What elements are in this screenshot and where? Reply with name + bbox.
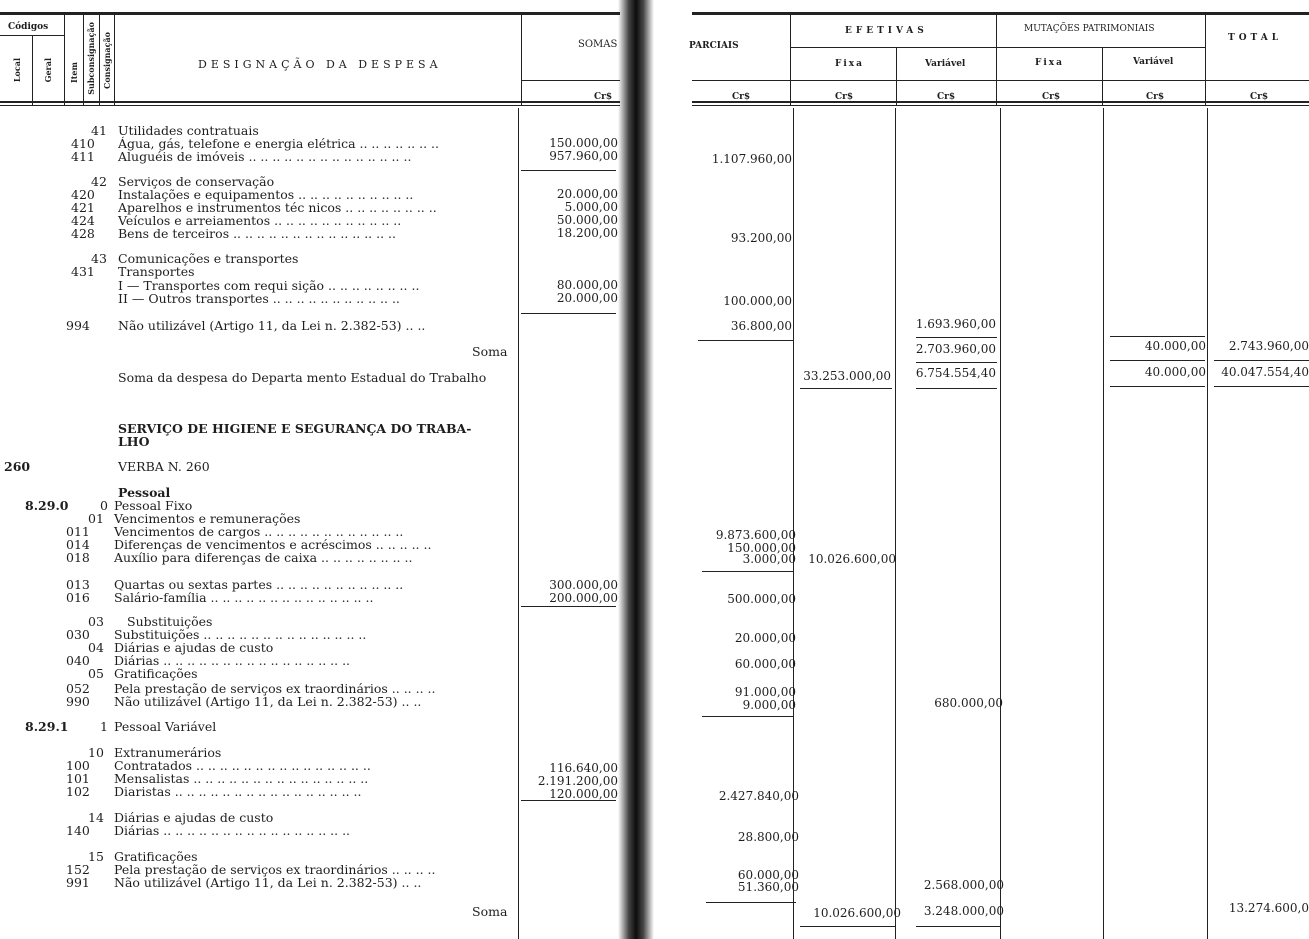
item-label: Auxílio para diferenças de caixa .. .. .. .. .. .. .. ..: [114, 550, 413, 565]
header-bottom-rule: [0, 101, 620, 103]
parcial-value: 60.000,00: [734, 657, 796, 671]
parcial-value: 36.800,00: [730, 319, 792, 333]
currency: Cr$: [1042, 92, 1061, 102]
value: 200.000,00: [549, 591, 618, 605]
item-label: Pela prestação de serviços ex traordinários .. .. .. ..: [114, 862, 436, 877]
parcial-value: 2.427.840,00: [718, 789, 799, 803]
item-label: Vencimentos de cargos .. .. .. .. .. .. .. .. .. .. .. ..: [114, 524, 404, 539]
parcial-value: 91.000,00: [734, 685, 796, 699]
value: 300.000,00: [549, 578, 618, 592]
col-rule: [83, 15, 84, 105]
value: 150.000,00: [549, 136, 618, 150]
col-rule: [1207, 108, 1208, 939]
value: 18.200,00: [556, 226, 618, 240]
efetivas-variavel-label: Variável: [925, 59, 966, 69]
item-label: Não utilizável (Artigo 11, da Lei n. 2.382-53) .. ..: [114, 875, 422, 890]
somas-label: SOMAS: [578, 39, 618, 50]
fixa-value: 10.026.600,00: [813, 906, 901, 920]
fixa-value: 33.253.000,00: [803, 369, 891, 383]
col-rule: [793, 108, 794, 939]
sum-rule: [916, 388, 997, 389]
variavel-value: 2.703.960,00: [915, 342, 996, 356]
sum-rule: [1110, 386, 1205, 387]
sum-rule: [916, 337, 997, 338]
item-label: Substituições: [127, 614, 213, 629]
parcial-value: 28.800,00: [737, 830, 799, 844]
code: 152: [66, 862, 90, 877]
item-label: Comunicações e transportes: [118, 251, 299, 266]
item-label: Contratados .. .. .. .. .. .. .. .. .. .. .. .. .. .. ..: [114, 758, 371, 773]
value: 5.000,00: [564, 200, 618, 214]
code: 102: [66, 784, 90, 799]
currency: Cr$: [1146, 92, 1165, 102]
subconsignacao-label: Subconsignação: [86, 22, 96, 95]
item-label: Diárias e ajudas de custo: [114, 810, 274, 825]
code: 14: [88, 810, 104, 825]
code: 018: [66, 550, 90, 565]
value: 80.000,00: [556, 278, 618, 292]
sum-rule: [916, 362, 997, 363]
item-label: Diárias .. .. .. .. .. .. .. .. .. .. .. .. .. .. .. ..: [114, 653, 351, 668]
item-label: Quartas ou sextas partes .. .. .. .. .. .. .. .. .. .. ..: [114, 577, 404, 592]
col-rule: [996, 15, 997, 105]
code: 991: [66, 875, 90, 890]
section-title: Pessoal: [118, 485, 171, 500]
col-rule: [896, 47, 897, 105]
mutacoes-label: MUTAÇÕES PATRIMONIAIS: [1024, 24, 1155, 34]
sum-rule: [521, 170, 616, 171]
code: 990: [66, 694, 90, 709]
sum-rule: [706, 902, 796, 903]
parcial-value: 100.000,00: [723, 294, 792, 308]
header-top-rule: [692, 12, 1309, 15]
item-label: Gratificações: [114, 849, 198, 864]
item-label: Não utilizável (Artigo 11, da Lei n. 2.382-53) .. ..: [114, 694, 422, 709]
book-spine: [618, 0, 654, 939]
header-top-rule: [0, 12, 620, 15]
code: 011: [66, 524, 90, 539]
variavel-value: 2.568.000,00: [923, 878, 1004, 892]
code: 8.29.1: [25, 719, 69, 734]
parcial-value: 500.000,00: [727, 592, 796, 606]
item-label: Mensalistas .. .. .. .. .. .. .. .. .. .. .. .. .. .. ..: [114, 771, 369, 786]
code: 15: [88, 849, 104, 864]
currency: Cr$: [835, 92, 854, 102]
code: 10: [88, 745, 104, 760]
geral-label: Geral: [43, 58, 53, 83]
item-label: Pessoal Fixo: [114, 498, 193, 513]
item-label: Salário-família .. .. .. .. .. .. .. .. .. .. .. .. .. ..: [114, 590, 374, 605]
somas-currency: Cr$: [594, 92, 613, 102]
section-title: LHO: [118, 434, 150, 449]
fixa-value: 10.026.600,00: [808, 552, 896, 566]
sum-rule: [1214, 360, 1309, 361]
parcial-value: 51.360,00: [737, 880, 799, 894]
col-rule: [99, 15, 100, 105]
total-value: 2.743.960,00: [1228, 339, 1309, 353]
code: 013: [66, 577, 90, 592]
col-rule: [64, 15, 65, 105]
code: 42: [91, 174, 107, 189]
variavel-value: 6.754.554,40: [915, 366, 996, 380]
col-rule: [1103, 108, 1104, 939]
consignacao-label: Consignação: [102, 32, 112, 90]
sum-rule: [521, 606, 616, 607]
col-rule: [895, 108, 896, 939]
sum-rule: [800, 926, 895, 927]
col-rule: [1205, 15, 1206, 105]
value: 20.000,00: [556, 187, 618, 201]
item-label: Água, gás, telefone e energia elétrica .. .. .. .. .. .. ..: [118, 136, 439, 151]
soma-label: Soma: [472, 344, 508, 359]
efetivas-label: EFETIVAS: [845, 26, 928, 36]
code: 260: [4, 459, 31, 474]
value: 2.191.200,00: [537, 774, 618, 788]
code: 41: [91, 123, 107, 138]
item-label: II — Outros transportes .. .. .. .. .. .. .. .. .. .. ..: [118, 291, 400, 306]
value: 50.000,00: [556, 213, 618, 227]
mutacoes-variavel-label: Variável: [1133, 57, 1174, 67]
code: 052: [66, 681, 90, 696]
sum-rule: [1110, 360, 1205, 361]
parcial-value: 1.107.960,00: [711, 152, 792, 166]
variavel-value: 1.693.960,00: [915, 317, 996, 331]
variavel-value: 3.248.000,00: [923, 904, 1004, 918]
col-rule: [518, 108, 519, 939]
code: 05: [88, 666, 104, 681]
value: 957.960,00: [549, 149, 618, 163]
item-label: Não utilizável (Artigo 11, da Lei n. 2.382-53) .. ..: [118, 318, 426, 333]
parciais-label: PARCIAIS: [689, 41, 739, 51]
mutacao-variavel-value: 40.000,00: [1144, 339, 1206, 353]
item-label: Pessoal Variável: [114, 719, 217, 734]
col-rule: [790, 15, 791, 105]
item-label: Substituições .. .. .. .. .. .. .. .. .. .. .. .. .. ..: [114, 627, 367, 642]
currency: Cr$: [1250, 92, 1269, 102]
currency: Cr$: [937, 92, 956, 102]
code: 030: [66, 627, 90, 642]
col-rule: [1000, 108, 1001, 939]
code: 410: [71, 136, 95, 151]
currency: Cr$: [732, 92, 751, 102]
header-bottom-rule2: [0, 105, 620, 106]
sum-rule: [702, 571, 793, 572]
currency-rule: [692, 80, 1309, 81]
code: 100: [66, 758, 90, 773]
code: 140: [66, 823, 90, 838]
mutacao-variavel-value: 40.000,00: [1144, 365, 1206, 379]
value: 116.640,00: [549, 761, 618, 775]
code: 01: [88, 511, 104, 526]
item-label: Veículos e arreiamentos .. .. .. .. .. .. .. .. .. .. ..: [118, 213, 402, 228]
header-bottom-rule: [692, 101, 1309, 103]
sum-rule: [800, 388, 892, 389]
code: 8.29.0: [25, 498, 69, 513]
header-bottom-rule2: [692, 105, 1309, 106]
efetivas-fixa-label: Fixa: [835, 59, 865, 69]
code: 431: [71, 264, 95, 279]
code: 016: [66, 590, 90, 605]
total-value: 40.047.554,40: [1221, 365, 1309, 379]
item-label: Diferenças de vencimentos e acréscimos .. .. .. .. ..: [114, 537, 432, 552]
col-rule: [114, 15, 115, 105]
item-label: Diárias e ajudas de custo: [114, 640, 274, 655]
code: 1: [100, 719, 108, 734]
item-label: Utilidades contratuais: [118, 123, 259, 138]
item-label: Item: [69, 62, 79, 83]
total-value: 13.274.600,0: [1228, 901, 1309, 915]
sum-rule: [521, 313, 616, 314]
designacao-label: DESIGNAÇÃO DA DESPESA: [198, 58, 442, 71]
code: 03: [88, 614, 104, 629]
item-label: Vencimentos e remunerações: [114, 511, 301, 526]
sum-rule: [702, 716, 793, 717]
mutacoes-fixa-label: Fixa: [1035, 58, 1065, 68]
code: 994: [66, 318, 90, 333]
total-label: TOTAL: [1228, 33, 1283, 43]
local-label: Local: [12, 58, 22, 83]
parcial-value: 20.000,00: [734, 631, 796, 645]
col-rule: [521, 15, 522, 105]
value: 20.000,00: [556, 291, 618, 305]
parcial-value: 60.000,00: [737, 868, 799, 882]
codigos-label: Códigos: [8, 22, 49, 32]
parcial-value: 9.873.600,00: [715, 528, 796, 542]
code: 101: [66, 771, 90, 786]
item-label: Serviços de conservação: [118, 174, 275, 189]
item-label: Instalações e equipamentos .. .. .. .. .. .. .. .. .. ..: [118, 187, 414, 202]
col-rule: [32, 35, 33, 105]
code: 411: [71, 149, 95, 164]
parcial-value: 3.000,00: [742, 552, 796, 566]
somas-rule: [521, 80, 620, 81]
item-label: Diárias .. .. .. .. .. .. .. .. .. .. .. .. .. .. .. ..: [114, 823, 351, 838]
variavel-value: 680.000,00: [934, 696, 1003, 710]
col-rule: [1102, 47, 1103, 105]
item-label: Aluguéis de imóveis .. .. .. .. .. .. .. .. .. .. .. .. .. ..: [118, 149, 412, 164]
group-rule: [790, 47, 1205, 48]
sum-rule: [1214, 386, 1309, 387]
soma-label: Soma: [472, 904, 508, 919]
item-label: Transportes: [118, 264, 195, 279]
item-label: Pela prestação de serviços ex traordinários .. .. .. ..: [114, 681, 436, 696]
code: 428: [71, 226, 95, 241]
code: 014: [66, 537, 90, 552]
parcial-value: 150.000,00: [727, 541, 796, 555]
item-label: Diaristas .. .. .. .. .. .. .. .. .. .. .. .. .. .. .. ..: [114, 784, 362, 799]
sum-rule: [698, 340, 793, 341]
code: 421: [71, 200, 95, 215]
section-title: SERVIÇO DE HIGIENE E SEGURANÇA DO TRABA-: [118, 421, 472, 436]
sum-rule: [1110, 336, 1205, 337]
code: 43: [91, 251, 107, 266]
soma-departamento: Soma da despesa do Departa mento Estadual do Trabalho: [118, 370, 487, 385]
item-label: Bens de terceiros .. .. .. .. .. .. .. .. .. .. .. .. .. ..: [118, 226, 396, 241]
item-label: Aparelhos e instrumentos téc nicos .. .. .. .. .. .. .. ..: [118, 200, 437, 215]
code: 0: [100, 498, 108, 513]
sum-rule: [916, 926, 1000, 927]
item-label: I — Transportes com requi sição .. .. .. .. .. .. .. ..: [118, 278, 420, 293]
value: 120.000,00: [549, 787, 618, 801]
item-label: Gratificações: [114, 666, 198, 681]
code: 424: [71, 213, 95, 228]
parcial-value: 9.000,00: [742, 698, 796, 712]
code: 420: [71, 187, 95, 202]
item-label: Extranumerários: [114, 745, 222, 760]
code: 040: [66, 653, 90, 668]
code: 04: [88, 640, 104, 655]
parcial-value: 93.200,00: [730, 231, 792, 245]
verba-label: VERBA N. 260: [118, 459, 210, 474]
